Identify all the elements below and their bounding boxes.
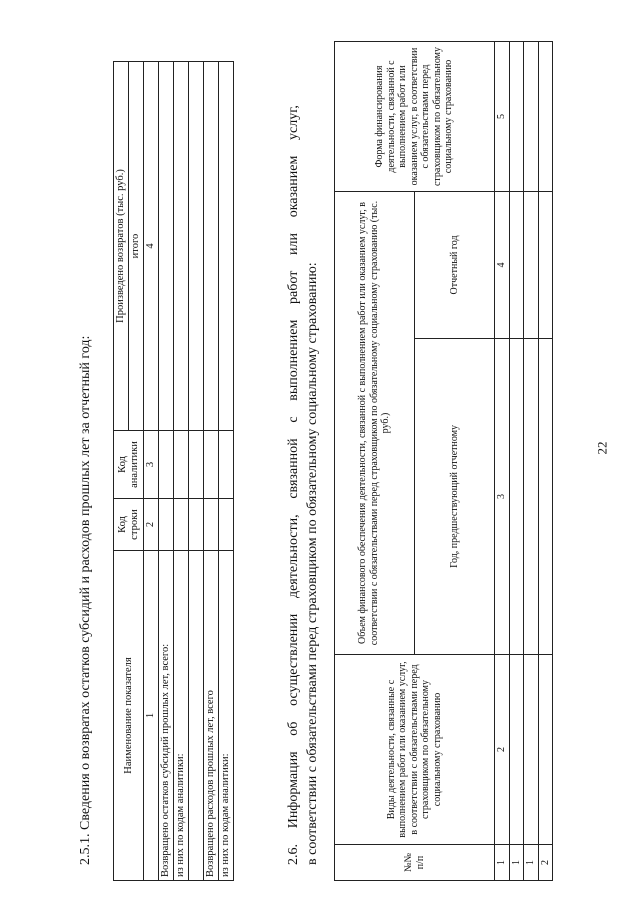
- table-row: [189, 62, 204, 881]
- table-row: [174, 62, 189, 881]
- header-num: №№ п/п: [335, 845, 495, 881]
- col-number: 3: [144, 431, 159, 499]
- section-2-6-title: [285, 105, 323, 865]
- col-number: 1: [495, 845, 510, 881]
- column-number-row: [144, 62, 159, 881]
- table-row: [524, 42, 539, 881]
- row-number: 1: [509, 845, 524, 881]
- table-row: [204, 62, 219, 881]
- header-returned: Произведено возвратов (тыс. руб.): [114, 62, 129, 431]
- header-report-year: Отчетный год: [415, 192, 495, 339]
- table-row: [509, 42, 524, 881]
- row-label: Возвращено остатков субсидий прошлых лет, всего:: [159, 551, 174, 881]
- col-number: 3: [495, 338, 510, 654]
- row-number: 1: [524, 845, 539, 881]
- header-activity: Виды деятельности, связанные с выполнением работ или оказанием услуг, в соответствии с обязательствами перед страховщиком по обязательному социальному страхованию: [335, 655, 495, 845]
- header-code-row: Код строки: [114, 499, 144, 551]
- table-row: [219, 62, 234, 881]
- col-number: 4: [144, 62, 159, 431]
- page-number: 22: [594, 441, 610, 455]
- table-header-row: [335, 42, 415, 881]
- column-number-row: [495, 42, 510, 881]
- header-volume: Объем финансового обеспечения деятельности, связанной с выполнением работ или оказанием услуг, в соответствии с обязательствами перед страховщиком по обязательному социальному страхованию (тыс. руб.): [335, 192, 415, 655]
- section-2-5-1-title: 2.5.1. Сведения о возвратах остатков субсидий и расходов прошлых лет за отчетный год:: [78, 335, 93, 865]
- col-number: 1: [144, 551, 159, 881]
- table-row: [159, 62, 174, 881]
- row-label: из них по кодам аналитики:: [174, 551, 189, 881]
- header-code-analytics: Код аналитики: [114, 431, 144, 499]
- col-number: 4: [495, 192, 510, 339]
- table-row: [538, 42, 553, 881]
- row-label: Возвращено расходов прошлых лет, всего: [204, 551, 219, 881]
- title-line-1: 2.6. Информация об осуществлении деятельности, связанной с выполнением работ или оказанием услуг,: [286, 105, 301, 865]
- header-total: итого: [129, 62, 144, 431]
- table-header-row: [114, 62, 129, 881]
- col-number: 2: [495, 655, 510, 845]
- row-label: [189, 551, 204, 881]
- header-prev-year: Год, предшествующий отчетному: [415, 338, 495, 654]
- title-line-2: в соответствии с обязательствами перед страховщиком по обязательному социальному страхованию:: [304, 262, 320, 865]
- insurance-activity-table: [334, 41, 553, 881]
- returns-table: [113, 61, 234, 881]
- col-number: 5: [495, 42, 510, 192]
- header-form: Форма финансирования деятельности, связанной с выполнением работ или оказанием услуг, в соответствии с обязательствами перед страховщиком по обязательному социальному страхованию: [335, 42, 495, 192]
- col-number: 2: [144, 499, 159, 551]
- header-name: Наименование показателя: [114, 551, 144, 881]
- row-number: 2: [538, 845, 553, 881]
- row-label: из них по кодам аналитики:: [219, 551, 234, 881]
